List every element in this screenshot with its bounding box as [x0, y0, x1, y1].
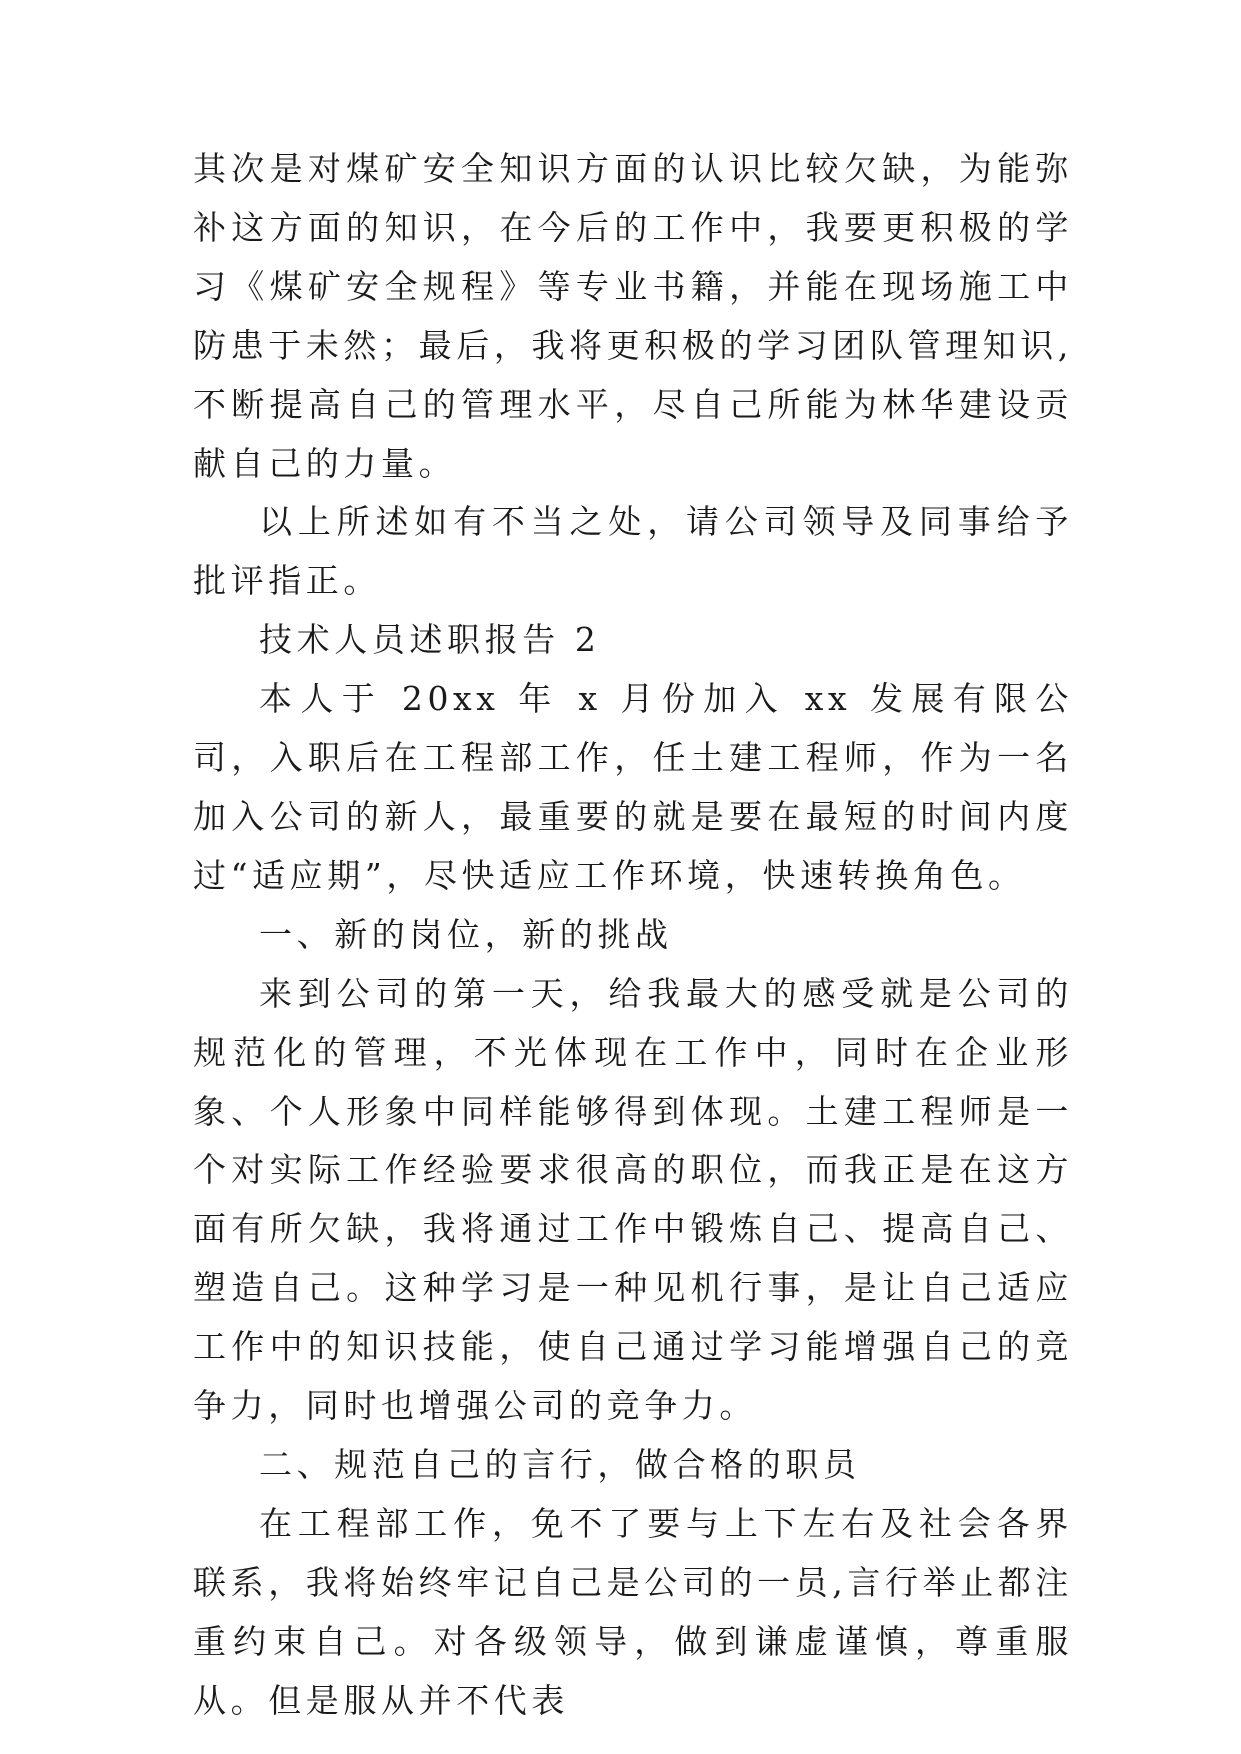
section-heading-conduct: 二、规范自己的言行，做合格的职员: [259, 1444, 861, 1484]
paragraph-closing-remark: 以上所述如有不当之处，请公司领导及同事给予批评指正。: [193, 502, 1073, 601]
section-heading-new-position: 一、新的岗位，新的挑战: [259, 914, 673, 954]
document-body: [193, 140, 1073, 1730]
report-title: 技术人员述职报告 2: [259, 620, 601, 660]
paragraph-engineering-dept: 在工程部工作，免不了要与上下左右及社会各界联系，我将始终牢记自己是公司的一员,言行举止都注重约束自己。对各级领导，做到谦虚谨慎，尊重服从。但是服从并不代表: [193, 1503, 1073, 1720]
paragraph-safety-knowledge: 其次是对煤矿安全知识方面的认识比较欠缺，为能弥补这方面的知识，在今后的工作中，我要更积极的学习《煤矿安全规程》等专业书籍，并能在现场施工中防患于未然；最后，我将更积极的学习团队管理知识,不断提高自己的管理水平，尽自己所能为林华建设贡献自己的力量。: [193, 149, 1073, 483]
paragraph-introduction: 本人于 20xx 年 x 月份加入 xx 发展有限公司，入职后在工程部工作，任土建工程师，作为一名加入公司的新人，最重要的就是要在最短的时间内度过“适应期”，尽快适应工作环境，快速转换角色。: [193, 679, 1073, 895]
paragraph-first-day: 来到公司的第一天，给我最大的感受就是公司的规范化的管理，不光体现在工作中，同时在企业形象、个人形象中同样能够得到体现。土建工程师是一个对实际工作经验要求很高的职位，而我正是在这方面有所欠缺，我将通过工作中锻炼自己、提高自己、塑造自己。这种学习是一种见机行事，是让自己适应工作中的知识技能，使自己通过学习能增强自己的竞争力，同时也增强公司的竞争力。: [193, 973, 1073, 1426]
